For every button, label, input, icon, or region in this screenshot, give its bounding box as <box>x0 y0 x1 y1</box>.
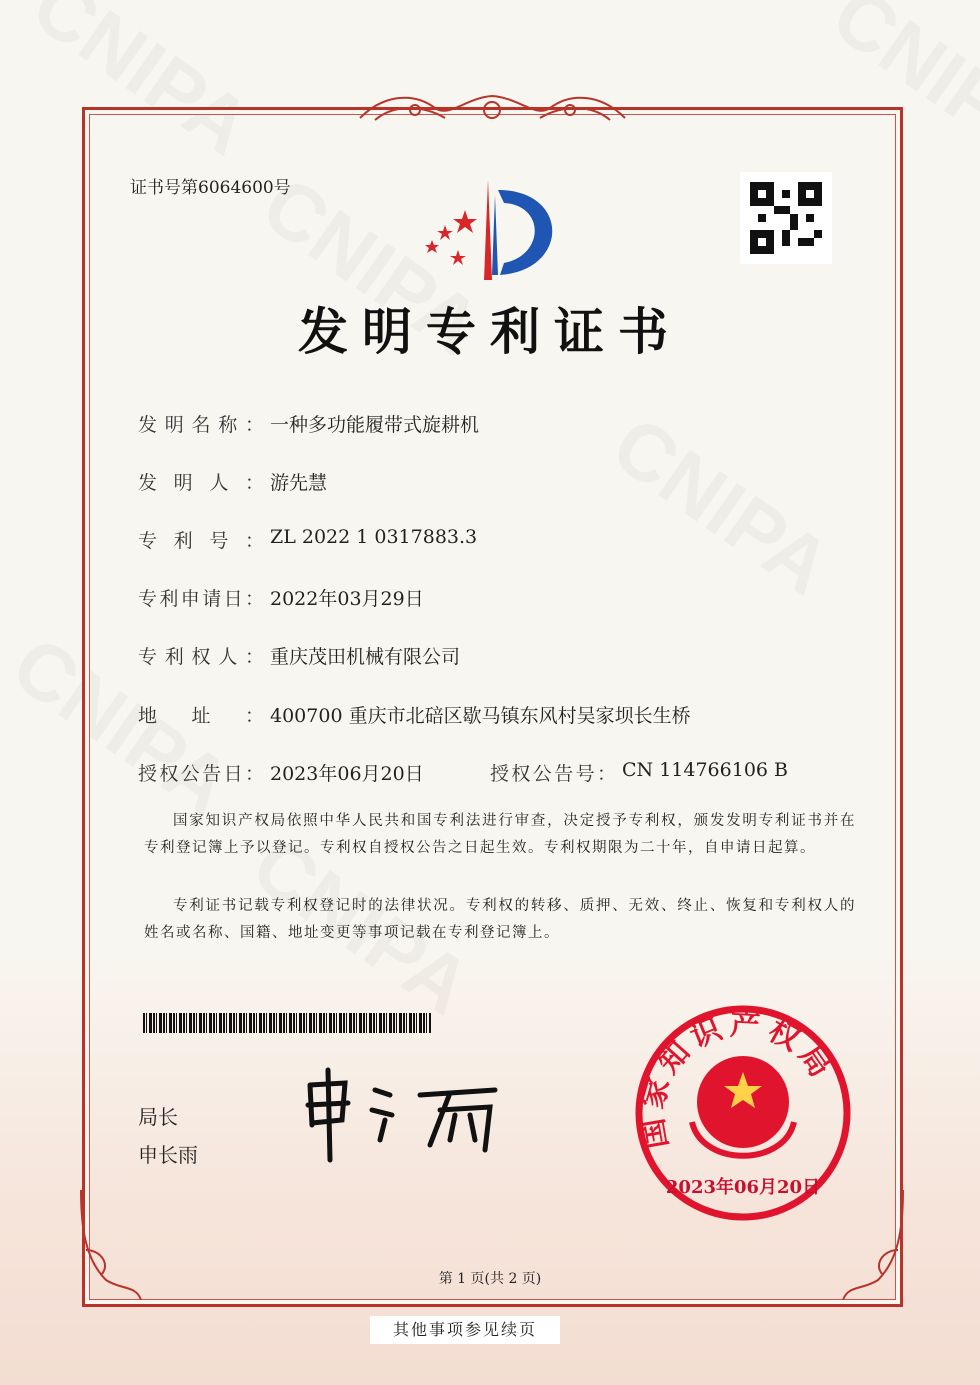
field-application-date <box>138 584 424 611</box>
field-label: 发明人： <box>138 472 264 494</box>
field-grant-date <box>138 759 424 786</box>
continuation-note: 其他事项参见续页 <box>370 1316 560 1344</box>
director-block <box>138 1098 198 1174</box>
field-label: 发明名称： <box>138 414 264 436</box>
seal-text: 国家知识产权局 <box>634 1007 841 1152</box>
director-title: 局长 <box>138 1105 178 1129</box>
cnipa-logo <box>420 175 570 285</box>
field-patentee <box>138 642 460 669</box>
top-ornament <box>355 88 630 130</box>
field-value: 游先慧 <box>270 472 328 494</box>
document-title: 发明专利证书 <box>298 303 682 361</box>
field-value: ZL 2022 1 0317883.3 <box>270 526 478 548</box>
qr-code <box>740 172 832 264</box>
field-value: 2022年03月29日 <box>270 588 424 610</box>
field-address <box>138 701 691 728</box>
field-patent-number <box>138 526 477 553</box>
field-value: 400700 重庆市北碚区歇马镇东风村吴家坝长生桥 <box>270 705 691 727</box>
field-label: 授权公告号： <box>490 763 616 785</box>
page-number: 第 1 页(共 2 页) <box>438 1271 542 1287</box>
seal-date: 2023年06月20日 <box>665 1177 821 1198</box>
barcode <box>143 1013 431 1033</box>
paragraph: 专利证书记载专利权登记时的法律状况。专利权的转移、质押、无效、终止、恢复和专利权人的姓名或名称、国籍、地址变更等事项记载在专利登记簿上。 <box>144 898 856 941</box>
field-invention-name <box>138 410 479 437</box>
field-label: 地址： <box>138 705 264 727</box>
field-value: 2023年06月20日 <box>270 763 424 785</box>
field-value: 重庆茂田机械有限公司 <box>270 646 461 668</box>
field-label: 专利号： <box>138 530 264 552</box>
field-label: 授权公告日： <box>138 763 264 785</box>
director-name: 申长雨 <box>138 1143 198 1167</box>
field-publication-number <box>490 759 788 786</box>
field-inventor <box>138 468 327 495</box>
director-signature <box>300 1065 510 1165</box>
field-value: 一种多功能履带式旋耕机 <box>270 414 480 436</box>
field-value: CN 114766106 B <box>622 759 788 781</box>
paragraph: 国家知识产权局依照中华人民共和国专利法进行审查，决定授予专利权，颁发发明专利证书并在专利登记簿上予以登记。专利权自授权公告之日起生效。专利权期限为二十年，自申请日起算。 <box>144 813 856 856</box>
certificate-number: 证书号第6064600号 <box>130 178 291 198</box>
field-label: 专利权人： <box>138 646 264 668</box>
field-label: 专利申请日： <box>138 588 264 610</box>
